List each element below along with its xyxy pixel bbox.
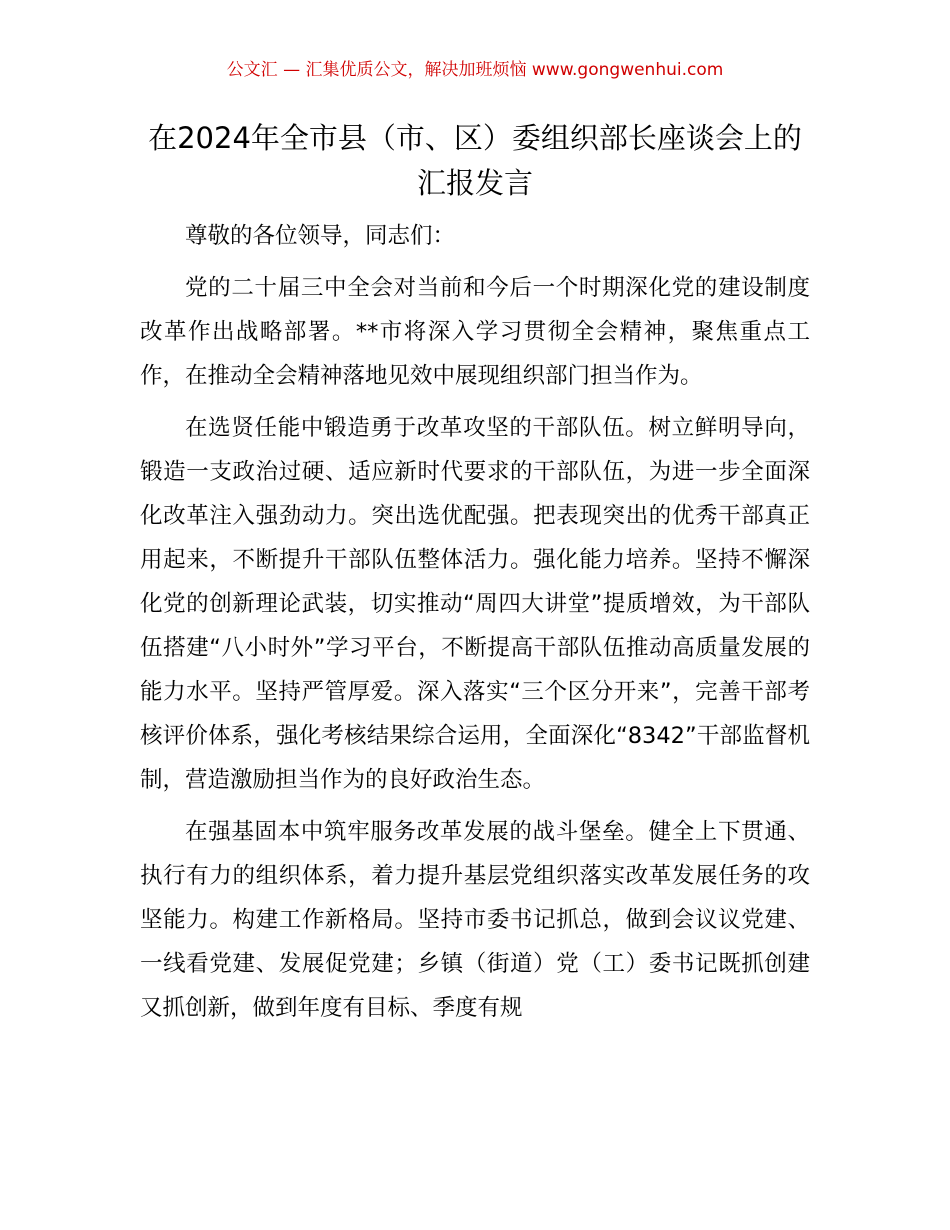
site-header-banner: 公文汇 — 汇集优质公文，解决加班烦恼 www.gongwenhui.com: [226, 60, 724, 80]
salutation-paragraph: 尊敬的各位领导，同志们：: [185, 223, 456, 249]
document-body: [140, 214, 810, 1038]
body-paragraph: 在强基固本中筑牢服务改革发展的战斗堡垒。健全上下贯通、执行有力的组织体系，着力提升基层党组织落实改革发展任务的攻坚能力。构建工作新格局。坚持市委书记抓总，做到会议议党建、一线看党建、发展促党建；乡镇（街道）党（工）委书记既抓创建又抓创新，做到年度有目标、季度有规: [140, 819, 810, 1021]
body-paragraph: 在选贤任能中锻造勇于改革攻坚的干部队伍。树立鲜明导向，锻造一支政治过硬、适应新时代要求的干部队伍，为进一步全面深化改革注入强劲动力。突出选优配强。把表现突出的优秀干部真正用起来，不断提升干部队伍整体活力。强化能力培养。坚持不懈深化党的创新理论武装，切实推动“周四大讲堂”提质增效，为干部队伍搭建“八小时外”学习平台，不断提高干部队伍推动高质量发展的能力水平。坚持严管厚爱。深入落实“三个区分开来”，完善干部考核评价体系，强化考核结果综合运用，全面深化“8342”干部监督机制，营造激励担当作为的良好政治生态。: [140, 415, 810, 793]
document-title: 在2024年全市县（市、区）委组织部长座谈会上的汇报发言: [148, 121, 802, 200]
body-paragraph: 党的二十届三中全会对当前和今后一个时期深化党的建设制度改革作出战略部署。**市将深入学习贯彻全会精神，聚焦重点工作，在推动全会精神落地见效中展现组织部门担当作为。: [140, 275, 810, 389]
